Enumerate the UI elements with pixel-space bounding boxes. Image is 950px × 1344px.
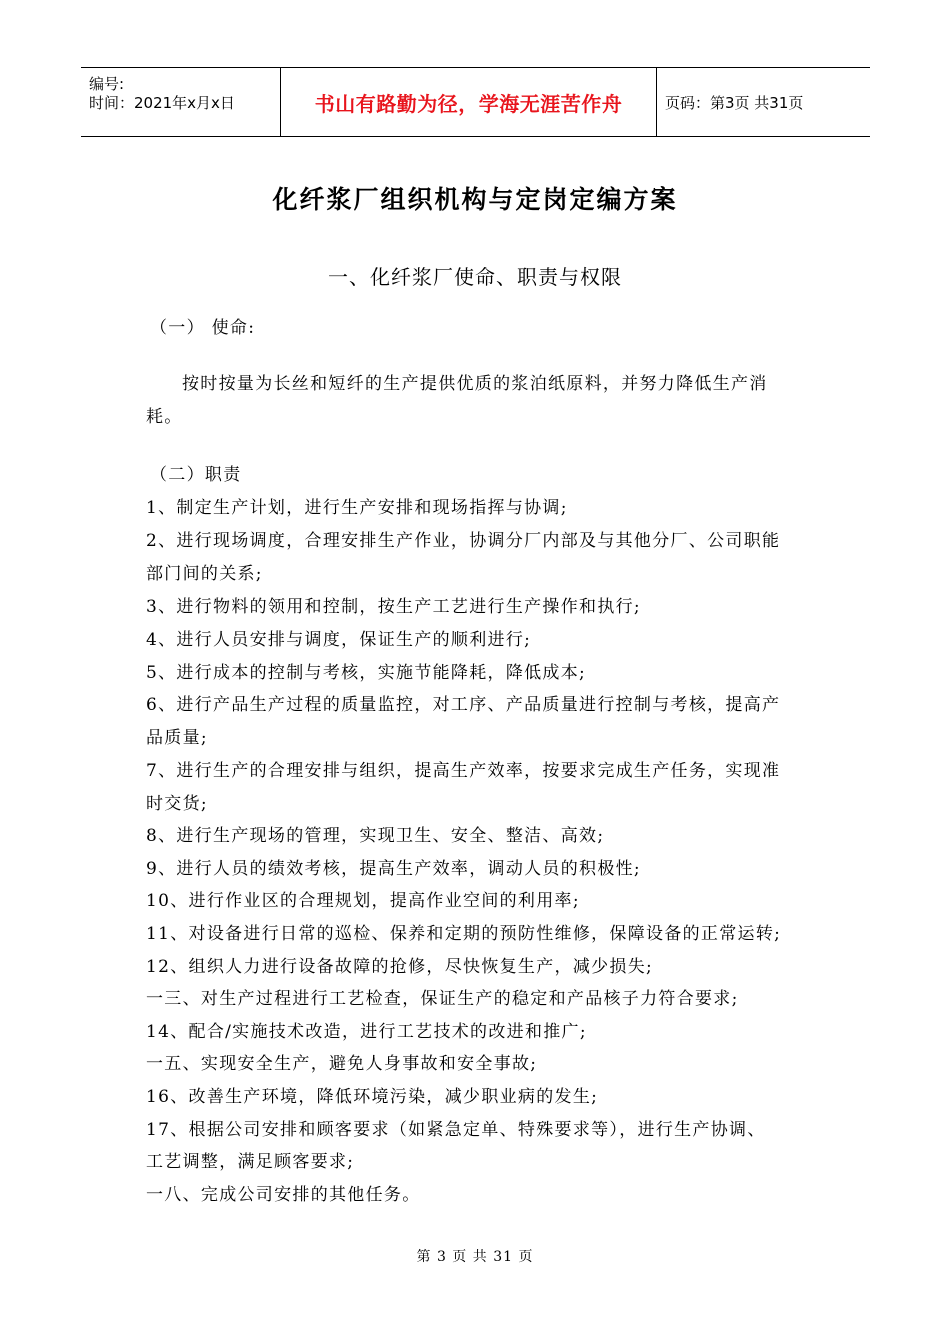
header-motto-cell [281, 68, 657, 136]
duty-line: 7、进行生产的合理安排与组织，提高生产效率，按要求完成生产任务，实现准 [146, 761, 781, 781]
duty-line: 品质量; [146, 728, 208, 748]
duty-line: 14、配合/实施技术改造，进行工艺技术的改进和推广; [146, 1022, 587, 1042]
duty-line: 8、进行生产现场的管理，实现卫生、安全、整洁、高效; [146, 826, 605, 846]
page-footer: 第 3 页 共 31 页 [416, 1249, 534, 1265]
duty-line: 10、进行作业区的合理规划，提高作业空间的利用率; [146, 891, 580, 911]
number-label: 编号: [89, 75, 125, 93]
duty-line: 时交货; [146, 794, 208, 814]
page-info: 页码：第3页 共31页 [665, 93, 804, 112]
mission-line-1: 按时按量为长丝和短纤的生产提供优质的浆泊纸原料，并努力降低生产消 [182, 374, 768, 394]
duties-heading: （二）职责 [150, 465, 242, 485]
duty-line: 工艺调整，满足顾客要求; [146, 1152, 355, 1172]
document-title: 化纤浆厂组织机构与定岗定编方案 [272, 185, 678, 214]
duty-line: 1、制定生产计划，进行生产安排和现场指挥与协调; [146, 498, 568, 518]
time-label: 时间：2021年x月x日 [89, 94, 235, 112]
duty-line: 一三、对生产过程进行工艺检查，保证生产的稳定和产品核子力符合要求; [146, 989, 739, 1009]
duty-line: 6、进行产品生产过程的质量监控，对工序、产品质量进行控制与考核，提高产 [146, 695, 781, 715]
duty-line: 5、进行成本的控制与考核，实施节能降耗，降低成本; [146, 663, 587, 683]
duty-line: 11、对设备进行日常的巡检、保养和定期的预防性维修，保障设备的正常运转; [146, 924, 782, 944]
duty-line: 9、进行人员的绩效考核，提高生产效率，调动人员的积极性; [146, 859, 641, 879]
section-title: 一、化纤浆厂使命、职责与权限 [328, 265, 622, 289]
duty-line: 4、进行人员安排与调度，保证生产的顺利进行; [146, 630, 532, 650]
duty-line: 一五、实现安全生产，避免人身事故和安全事故; [146, 1054, 538, 1074]
duty-line: 16、改善生产环境，降低环境污染，减少职业病的发生; [146, 1087, 599, 1107]
mission-line-2: 耗。 [146, 407, 183, 427]
mission-heading: （一） 使命: [150, 318, 256, 338]
duty-line: 3、进行物料的领用和控制，按生产工艺进行生产操作和执行; [146, 597, 641, 617]
duty-line: 一八、完成公司安排的其他任务。 [146, 1185, 421, 1205]
duty-line: 部门间的关系; [146, 564, 263, 584]
motto: 书山有路勤为径，学海无涯苦作舟 [314, 91, 623, 116]
duty-line: 2、进行现场调度，合理安排生产作业，协调分厂内部及与其他分厂、公司职能 [146, 531, 781, 551]
duty-line: 12、组织人力进行设备故障的抢修，尽快恢复生产，减少损失; [146, 957, 654, 977]
header-page-cell [657, 68, 870, 136]
header-meta-cell [81, 68, 281, 136]
header-table [81, 67, 870, 137]
duty-line: 17、根据公司安排和顾客要求（如紧急定单、特殊要求等），进行生产协调、 [146, 1120, 766, 1140]
